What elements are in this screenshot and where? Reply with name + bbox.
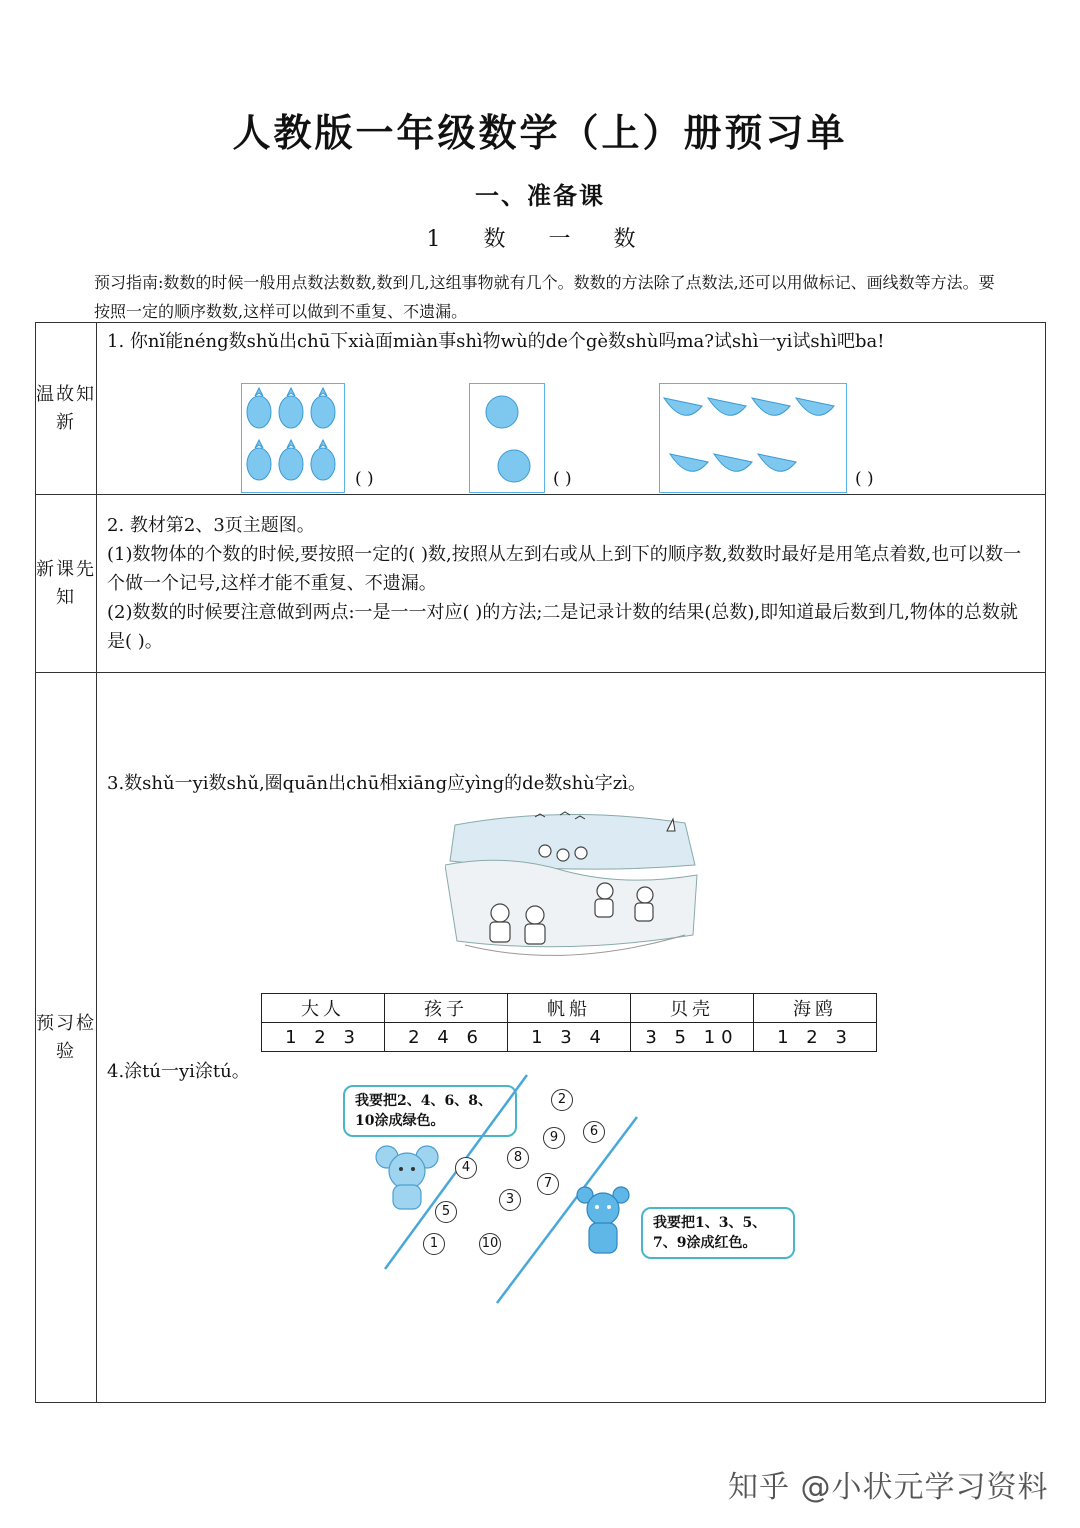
section-label-review: 温故知新 — [36, 323, 97, 495]
number-circle[interactable]: 2 — [551, 1089, 573, 1111]
beach-scene-illustration — [445, 805, 701, 973]
table-header: 帆船 — [508, 994, 631, 1023]
number-circle[interactable]: 6 — [583, 1121, 605, 1143]
section-new-body — [97, 495, 1046, 673]
table-header: 大人 — [262, 994, 385, 1023]
peach-icon — [470, 384, 544, 492]
answer-blank-1[interactable]: ( ) — [355, 469, 374, 489]
table-cell[interactable]: 2 4 6 — [385, 1023, 508, 1052]
speech-bubble-left: 我要把2、4、6、8、10涂成绿色。 — [343, 1085, 517, 1137]
number-circle[interactable]: 8 — [507, 1147, 529, 1169]
table-header: 贝壳 — [631, 994, 754, 1023]
question-2-heading: 2. 教材第2、3页主题图。 — [107, 515, 315, 536]
section-label-check: 预习检验 — [36, 673, 97, 1403]
section-label-new: 新课先知 — [36, 495, 97, 673]
number-circle[interactable]: 3 — [499, 1189, 521, 1211]
answer-blank-2[interactable]: ( ) — [553, 469, 572, 489]
question-1: 1. 你nǐ能néng数shǔ出chū下xià面miàn事shì物wù的de个gè数shù吗ma?试shì一yi试shì吧ba! — [107, 331, 885, 352]
section-review-body — [97, 323, 1046, 495]
watermelon-slice-icon — [660, 384, 846, 492]
table-header: 孩子 — [385, 994, 508, 1023]
number-circle[interactable]: 7 — [537, 1173, 559, 1195]
number-circle[interactable]: 1 — [423, 1233, 445, 1255]
question-3: 3.数shǔ一yi数shǔ,圈quān出chū相xiāng应yìng的de数shù字zì。 — [107, 773, 647, 794]
preview-guide: 预习指南:数数的时候一般用点数法数数,数到几,这组事物就有几个。数数的方法除了点数法,还可以用做标记、画线数等方法。要按照一定的顺序数数,这样可以做到不重复、不遗漏。 — [94, 273, 995, 321]
table-cell[interactable]: 3 5 10 — [631, 1023, 754, 1052]
number-circle[interactable]: 9 — [543, 1127, 565, 1149]
peach-group — [469, 383, 545, 493]
bear-character-icon — [575, 1185, 631, 1259]
number-circle[interactable]: 4 — [455, 1157, 477, 1179]
watermark: 知乎 @小状元学习资料 — [728, 1470, 1049, 1505]
speech-bubble-right: 我要把1、3、5、7、9涂成红色。 — [641, 1207, 795, 1259]
worksheet-table — [35, 322, 1046, 1403]
chapter-title: 一、准备课 — [475, 181, 605, 210]
section-check-body — [97, 673, 1046, 1403]
question-2-item-1: (1)数物体的个数的时候,要按照一定的( )数,按照从左到右或从上到下的顺序数,数数时最好是用笔点着数,也可以数一个做一个记号,这样才能不重复、不遗漏。 — [107, 544, 1022, 594]
question-4: 4.涂tú一yi涂tú。 — [107, 1061, 250, 1082]
table-cell[interactable]: 1 2 3 — [262, 1023, 385, 1052]
pineapple-group — [241, 383, 345, 493]
table-cell[interactable]: 1 3 4 — [508, 1023, 631, 1052]
table-cell[interactable]: 1 2 3 — [754, 1023, 877, 1052]
answer-blank-3[interactable]: ( ) — [855, 469, 874, 489]
watermelon-group — [659, 383, 847, 493]
counting-table — [261, 993, 877, 1052]
number-circle[interactable]: 5 — [435, 1201, 457, 1223]
lesson-title: 1 数 一 数 — [426, 227, 654, 252]
number-circle[interactable]: 10 — [479, 1233, 501, 1255]
page-title: 人教版一年级数学（上）册预习单 — [232, 110, 848, 155]
pineapple-icon — [242, 384, 344, 492]
question-2-item-2: (2)数数的时候要注意做到两点:一是一一对应( )的方法;二是记录计数的结果(总数),即知道最后数到几,物体的总数就是( )。 — [107, 602, 1018, 652]
table-header: 海鸥 — [754, 994, 877, 1023]
question-2 — [97, 495, 1045, 656]
